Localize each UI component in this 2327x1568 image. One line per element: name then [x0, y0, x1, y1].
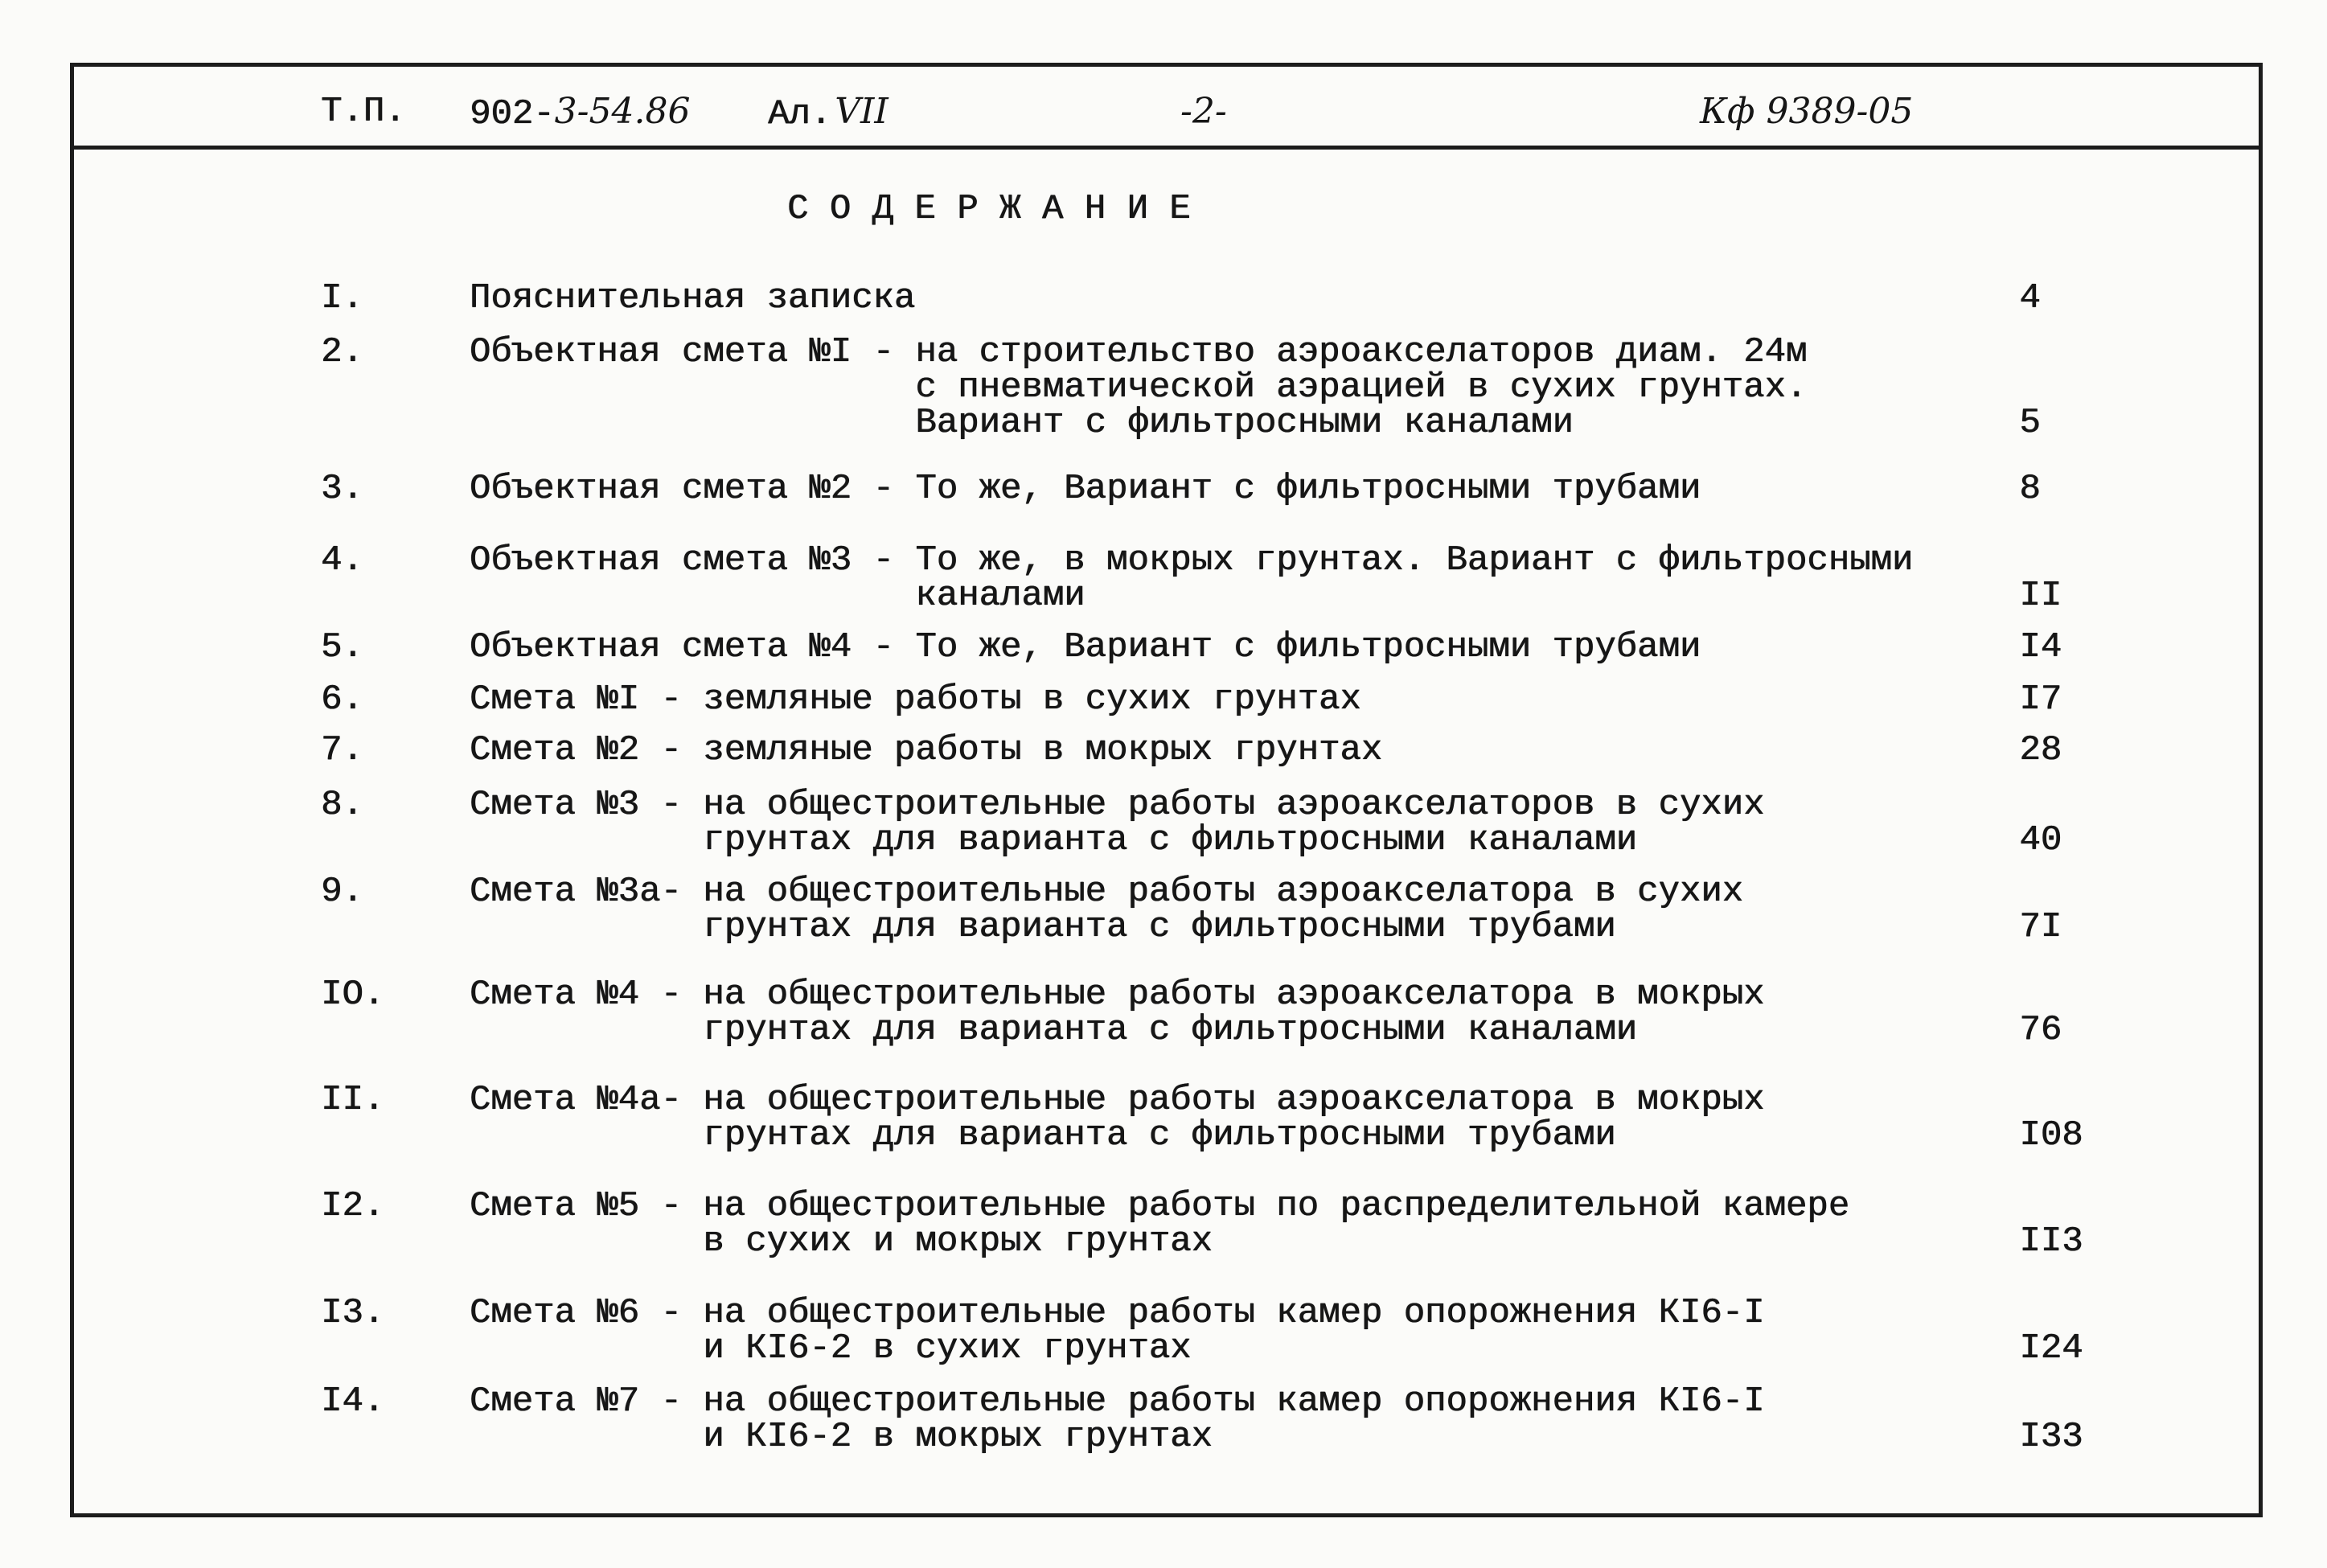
item-page-number: I7	[2019, 679, 2062, 720]
item-line: в сухих и мокрых грунтах	[703, 1221, 1213, 1262]
item-body	[469, 1186, 1850, 1262]
item-page-number: 40	[2019, 820, 2062, 860]
item-description	[469, 278, 916, 318]
item-line: грунтах для варианта с фильтросными трубами	[703, 1115, 1616, 1155]
item-line: на общестроительные работы аэроакселатора в мокрых	[703, 975, 1765, 1015]
item-label: Объектная смета №3 -	[469, 540, 894, 581]
item-page-number: 4	[2019, 278, 2041, 318]
item-number: I4.	[321, 1381, 385, 1422]
toc-item	[321, 469, 2041, 509]
item-label: Смета №3а-	[469, 872, 682, 912]
item-number: IO.	[321, 975, 385, 1015]
item-page-number: I24	[2019, 1328, 2083, 1369]
item-number: I.	[321, 278, 363, 318]
header-code-handwritten: 3-54.86	[554, 91, 691, 132]
toc-item	[321, 278, 2041, 318]
item-body	[469, 627, 1701, 667]
header-album-handwritten: VII	[835, 91, 889, 132]
item-label: Смета №7 -	[469, 1381, 682, 1422]
item-line: с пневматической аэрацией в сухих грунтах.	[915, 367, 1808, 408]
item-number: II.	[321, 1080, 385, 1120]
item-page-number: 5	[2019, 403, 2041, 443]
toc-item	[321, 1381, 2083, 1457]
item-description	[703, 1381, 1765, 1457]
item-page-number: I33	[2019, 1417, 2083, 1457]
item-body	[469, 332, 1808, 443]
toc-item	[321, 679, 2062, 720]
item-label: Смета №4а-	[469, 1080, 682, 1120]
header-album-typed: Ал.	[768, 94, 832, 134]
item-label: Объектная смета №4 -	[469, 627, 894, 667]
toc-item	[321, 627, 2062, 667]
toc-item	[321, 785, 2062, 860]
item-label: Смета №5 -	[469, 1186, 682, 1226]
toc-item	[321, 975, 2062, 1050]
item-label: Смета №I -	[469, 679, 682, 720]
toc-item	[321, 332, 2041, 443]
item-number: 2.	[321, 332, 363, 372]
item-line: То же, Вариант с фильтросными трубами	[915, 469, 1701, 509]
header-project-code	[470, 91, 691, 134]
item-page-number: 7I	[2019, 907, 2062, 947]
item-body	[470, 471, 1701, 507]
item-body	[470, 787, 1765, 858]
item-description	[703, 1293, 1765, 1369]
item-number: 8.	[321, 785, 363, 825]
item-line: на общестроительные работы камер опорожнения КI6-I	[703, 1293, 1765, 1333]
item-line: на общестроительные работы по распределительной камере	[703, 1186, 1850, 1226]
item-body	[469, 730, 1383, 770]
item-line: на общестроительные работы аэроакселатора в сухих	[703, 872, 1744, 912]
header-divider	[70, 146, 2263, 150]
item-number: 3.	[321, 469, 363, 509]
item-page-number: I4	[2019, 627, 2062, 667]
item-description	[915, 540, 1914, 616]
item-body	[469, 278, 916, 318]
item-body	[469, 1381, 1765, 1457]
item-number: I2.	[321, 1186, 385, 1226]
toc-item	[321, 540, 2062, 616]
item-body	[470, 874, 1743, 945]
item-description	[915, 627, 1701, 667]
header-page-number: -2-	[1180, 91, 1227, 132]
header-album	[768, 91, 889, 134]
item-line: и КI6-2 в мокрых грунтах	[703, 1417, 1213, 1457]
item-line: земляные работы в мокрых грунтах	[703, 730, 1383, 770]
item-description	[703, 787, 1764, 858]
item-body	[469, 1293, 1765, 1369]
item-description	[915, 471, 1701, 507]
item-line: на общестроительные работы аэроакселатора в мокрых	[703, 1080, 1765, 1120]
toc-item	[321, 1293, 2083, 1369]
item-line: грунтах для варианта с фильтросными трубами	[703, 907, 1616, 947]
item-line: грунтах для варианта с фильтросными каналами	[703, 820, 1638, 860]
item-label: Смета №2 -	[469, 730, 682, 770]
item-label: Смета №4 -	[469, 975, 682, 1015]
toc-item	[321, 872, 2062, 947]
item-description	[703, 977, 1764, 1048]
item-number: 9.	[321, 872, 363, 912]
item-page-number: II	[2019, 576, 2062, 616]
item-number: I3.	[321, 1293, 385, 1333]
item-number: 6.	[321, 679, 363, 720]
toc-item	[321, 730, 2062, 770]
item-page-number: 76	[2019, 1010, 2062, 1050]
item-line: на общестроительные работы камер опорожнения КI6-I	[703, 1381, 1765, 1422]
item-line: и КI6-2 в сухих грунтах	[703, 1328, 1192, 1369]
item-body	[470, 977, 1765, 1048]
item-line: грунтах для варианта с фильтросными каналами	[703, 1010, 1638, 1050]
item-number: 5.	[321, 627, 363, 667]
item-number: 4.	[321, 540, 363, 581]
item-line: Вариант с фильтросными каналами	[915, 403, 1574, 443]
item-line: каналами	[915, 576, 1086, 616]
item-description	[915, 332, 1808, 443]
item-label: Объектная смета №I -	[469, 332, 894, 372]
item-label: Смета №3 -	[469, 785, 682, 825]
item-label: Смета №6 -	[469, 1293, 682, 1333]
item-page-number: 8	[2019, 469, 2041, 509]
item-line: на строительство аэроакселаторов диам. 24м	[915, 332, 1808, 372]
item-line: Пояснительная записка	[469, 278, 916, 318]
header-code-typed: 902-	[470, 94, 555, 134]
item-label: Объектная смета №2 -	[469, 469, 894, 509]
item-page-number: II3	[2019, 1221, 2083, 1262]
item-line: земляные работы в сухих грунтах	[703, 679, 1361, 720]
item-description	[703, 679, 1361, 720]
item-body	[469, 540, 1914, 616]
item-line: То же, в мокрых грунтах. Вариант с фильтросными	[915, 540, 1914, 581]
item-number: 7.	[321, 730, 363, 770]
item-page-number: 28	[2019, 730, 2062, 770]
item-body	[470, 1082, 1765, 1153]
toc-item	[321, 1080, 2083, 1155]
item-body	[469, 679, 1361, 720]
item-page-number: I08	[2019, 1115, 2083, 1155]
item-line: на общестроительные работы аэроакселаторов в сухих	[703, 785, 1765, 825]
item-description	[703, 1082, 1764, 1153]
toc-item	[321, 1186, 2083, 1262]
item-description	[703, 730, 1383, 770]
header-doc-number: Кф 9389-05	[1700, 91, 1914, 132]
page-title: С О Д Е Р Ж А Н И Е	[787, 189, 1191, 229]
header-tp-label: Т.П.	[321, 92, 406, 132]
item-description	[703, 1186, 1850, 1262]
item-description	[703, 874, 1743, 945]
item-line: То же, Вариант с фильтросными трубами	[915, 627, 1701, 667]
